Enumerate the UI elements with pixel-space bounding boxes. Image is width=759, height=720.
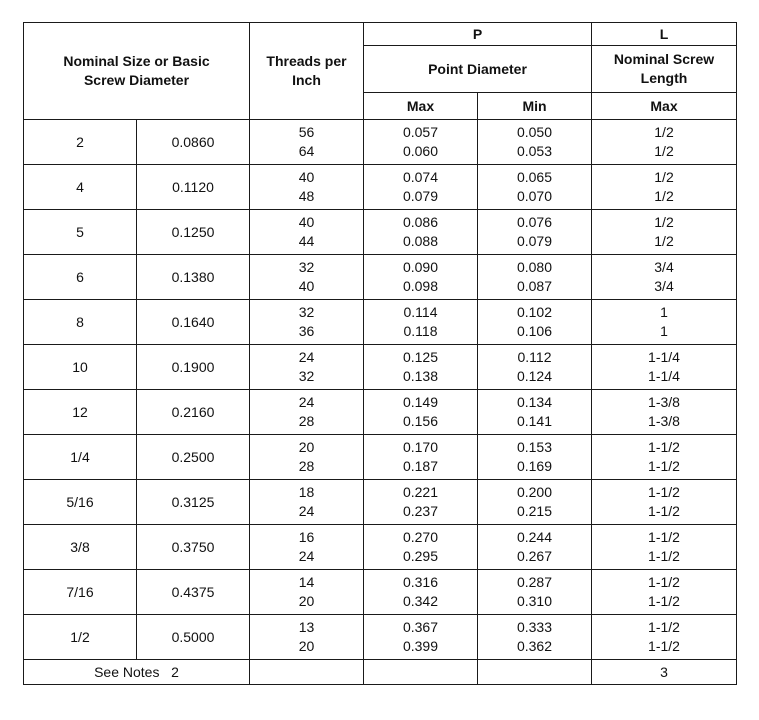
threads-cell [250,570,364,615]
diameter-cell: 0.1900 [137,345,250,390]
point-max-cell-value: 0.086 [402,214,439,230]
length-max-cell-value: 1-3/8 [648,413,680,429]
point-max-cell [364,435,478,480]
diameter-cell: 0.1250 [137,210,250,255]
length-max-cell-value: 1 [660,304,668,320]
point-min-cell-value: 0.267 [516,548,553,564]
length-max-cell-value: 1/2 [654,169,674,185]
point-max-cell-value: 0.090 [402,259,439,275]
point-max-cell-value: 0.295 [402,548,439,564]
point-max-cell-value: 0.270 [402,529,439,545]
point-min-cell [478,570,592,615]
size-cell: 10 [24,345,137,390]
length-max-cell [592,210,737,255]
length-max-cell [592,255,737,300]
threads-cell-value: 24 [298,394,315,410]
point-min-cell-value: 0.065 [516,169,553,185]
point-min-cell [478,615,592,660]
notes-size-ref: 2 [171,663,179,680]
threads-cell-value: 28 [298,458,315,474]
point-min-cell [478,255,592,300]
length-max-cell [592,480,737,525]
diameter-cell: 0.5000 [137,615,250,660]
point-min-cell-value: 0.287 [516,574,553,590]
point-max-cell [364,615,478,660]
point-min-cell [478,525,592,570]
notes-point-min-cell [478,660,592,685]
threads-cell-value: 16 [298,529,315,545]
size-cell: 8 [24,300,137,345]
point-max-cell-value: 0.156 [402,413,439,429]
screw-dimension-table [23,22,737,685]
point-min-cell-value: 0.200 [516,484,553,500]
point-min-cell [478,480,592,525]
point-max-cell [364,570,478,615]
point-min-cell-value: 0.087 [516,278,553,294]
length-max-cell-value: 1-1/4 [648,368,680,384]
threads-cell [250,120,364,165]
threads-cell [250,435,364,480]
length-max-cell [592,345,737,390]
header-point-max: Max [364,93,478,120]
point-max-cell-value: 0.342 [402,593,439,609]
header-nominal-size: Nominal Size or Basic Screw Diameter [24,23,250,120]
threads-cell-value: 20 [298,638,315,654]
point-min-cell [478,390,592,435]
length-max-cell-value: 1-1/2 [648,548,680,564]
header-threads-per-inch: Threads per Inch [250,23,364,120]
length-max-cell [592,615,737,660]
table-row [24,480,737,525]
threads-cell [250,300,364,345]
point-min-cell-value: 0.102 [516,304,553,320]
point-max-cell [364,210,478,255]
size-cell: 3/8 [24,525,137,570]
header-length-max: Max [592,93,737,120]
length-max-cell [592,390,737,435]
table-row [24,255,737,300]
length-max-cell-value: 3/4 [654,278,674,294]
table-body [24,120,737,660]
length-max-cell-value: 1-3/8 [648,394,680,410]
threads-cell [250,525,364,570]
point-min-cell-value: 0.112 [517,349,552,365]
threads-cell-value: 40 [298,214,315,230]
table-row [24,300,737,345]
size-cell: 12 [24,390,137,435]
header-point-diameter: Point Diameter [364,46,592,93]
length-max-cell-value: 1-1/2 [648,638,680,654]
threads-cell-value: 24 [298,503,315,519]
length-max-cell-value: 1/2 [654,214,674,230]
threads-cell [250,390,364,435]
diameter-cell: 0.2500 [137,435,250,480]
diameter-cell: 0.1120 [137,165,250,210]
diameter-cell: 0.1640 [137,300,250,345]
size-cell: 5 [24,210,137,255]
point-max-cell-value: 0.074 [402,169,439,185]
length-max-cell-value: 1-1/2 [648,484,680,500]
size-cell: 1/2 [24,615,137,660]
table-row [24,165,737,210]
length-max-cell-value: 1-1/2 [648,574,680,590]
table-row [24,570,737,615]
notes-label: See Notes [94,663,160,680]
diameter-cell: 0.4375 [137,570,250,615]
point-max-cell-value: 0.057 [402,124,439,140]
header-nominal-screw-length: Nominal Screw Length [592,46,737,93]
point-min-cell [478,300,592,345]
length-max-cell-value: 1/2 [654,143,674,159]
point-max-cell-value: 0.125 [402,349,439,365]
threads-cell-value: 40 [298,169,315,185]
table-row [24,435,737,480]
length-max-cell-value: 1-1/2 [648,593,680,609]
table-row [24,525,737,570]
diameter-cell: 0.3125 [137,480,250,525]
point-max-cell-value: 0.170 [402,439,439,455]
notes-length-cell [592,660,737,685]
point-min-cell-value: 0.310 [516,593,553,609]
threads-cell-value: 32 [298,304,315,320]
point-min-cell-value: 0.333 [516,619,553,635]
diameter-cell: 0.0860 [137,120,250,165]
size-cell: 5/16 [24,480,137,525]
size-cell: 7/16 [24,570,137,615]
length-max-cell-value: 1-1/4 [648,349,680,365]
point-max-cell-value: 0.237 [402,503,439,519]
point-min-cell [478,165,592,210]
diameter-cell: 0.1380 [137,255,250,300]
table-row [24,210,737,255]
threads-cell-value: 32 [298,368,315,384]
length-max-cell [592,435,737,480]
threads-cell-value: 28 [298,413,315,429]
point-max-cell [364,525,478,570]
notes-point-max-cell [364,660,478,685]
length-max-cell-value: 1/2 [654,233,674,249]
point-max-cell-value: 0.079 [402,188,439,204]
point-max-cell-value: 0.367 [402,619,439,635]
threads-cell [250,210,364,255]
point-max-cell [364,480,478,525]
point-min-cell [478,345,592,390]
header-p: P [364,23,592,46]
point-min-cell-value: 0.106 [516,323,553,339]
threads-cell-value: 40 [298,278,315,294]
point-max-cell-value: 0.316 [402,574,439,590]
table-row [24,120,737,165]
table-footer [24,660,737,685]
threads-cell-value: 24 [298,548,315,564]
notes-row [24,660,737,685]
point-min-cell-value: 0.076 [516,214,553,230]
threads-cell [250,255,364,300]
point-min-cell-value: 0.141 [516,413,553,429]
length-max-cell-value: 1/2 [654,124,674,140]
notes-length-ref: 3 [660,663,668,680]
threads-cell-value: 32 [298,259,315,275]
threads-cell-value: 56 [298,124,315,140]
point-min-cell-value: 0.153 [516,439,553,455]
point-min-cell-value: 0.053 [516,143,553,159]
threads-cell-value: 44 [298,233,315,249]
length-max-cell-value: 1-1/2 [648,503,680,519]
table-header [24,23,737,120]
point-max-cell [364,390,478,435]
point-min-cell-value: 0.124 [516,368,553,384]
point-max-cell-value: 0.221 [402,484,439,500]
point-min-cell [478,120,592,165]
point-min-cell-value: 0.079 [516,233,553,249]
point-min-cell-value: 0.215 [516,503,553,519]
length-max-cell [592,570,737,615]
point-max-cell [364,255,478,300]
point-max-cell-value: 0.149 [402,394,439,410]
point-min-cell-value: 0.070 [516,188,553,204]
length-max-cell [592,525,737,570]
size-cell: 6 [24,255,137,300]
table-row [24,615,737,660]
point-max-cell-value: 0.187 [402,458,439,474]
point-max-cell-value: 0.138 [402,368,439,384]
threads-cell-value: 24 [298,349,315,365]
diameter-cell: 0.2160 [137,390,250,435]
point-min-cell [478,435,592,480]
point-max-cell [364,120,478,165]
threads-cell [250,480,364,525]
length-max-cell [592,120,737,165]
point-max-cell [364,345,478,390]
header-point-min: Min [478,93,592,120]
threads-cell [250,615,364,660]
threads-cell-value: 13 [298,619,315,635]
point-max-cell-value: 0.118 [403,323,438,339]
header-l: L [592,23,737,46]
threads-cell-value: 48 [298,188,315,204]
point-max-cell-value: 0.098 [402,278,439,294]
point-min-cell-value: 0.169 [516,458,553,474]
point-max-cell-value: 0.060 [402,143,439,159]
length-max-cell-value: 1-1/2 [648,439,680,455]
point-min-cell-value: 0.080 [516,259,553,275]
screw-dimension-sheet [23,22,736,685]
threads-cell [250,165,364,210]
threads-cell-value: 36 [298,323,315,339]
point-max-cell [364,300,478,345]
point-min-cell-value: 0.244 [516,529,553,545]
length-max-cell-value: 1-1/2 [648,529,680,545]
threads-cell-value: 14 [298,574,315,590]
point-min-cell-value: 0.050 [516,124,553,140]
length-max-cell-value: 3/4 [654,259,674,275]
threads-cell-value: 18 [298,484,315,500]
point-max-cell-value: 0.399 [402,638,439,654]
size-cell: 2 [24,120,137,165]
threads-cell-value: 20 [298,439,315,455]
point-min-cell-value: 0.362 [516,638,553,654]
table-row [24,345,737,390]
notes-cell [24,660,250,685]
length-max-cell-value: 1 [660,323,668,339]
threads-cell-value: 64 [298,143,315,159]
length-max-cell-value: 1/2 [654,188,674,204]
point-min-cell [478,210,592,255]
threads-cell-value: 20 [298,593,315,609]
point-max-cell [364,165,478,210]
length-max-cell [592,300,737,345]
notes-threads-cell [250,660,364,685]
point-max-cell-value: 0.114 [403,304,438,320]
threads-cell [250,345,364,390]
point-min-cell-value: 0.134 [516,394,553,410]
length-max-cell-value: 1-1/2 [648,619,680,635]
length-max-cell [592,165,737,210]
length-max-cell-value: 1-1/2 [648,458,680,474]
diameter-cell: 0.3750 [137,525,250,570]
point-max-cell-value: 0.088 [402,233,439,249]
size-cell: 1/4 [24,435,137,480]
size-cell: 4 [24,165,137,210]
table-row [24,390,737,435]
